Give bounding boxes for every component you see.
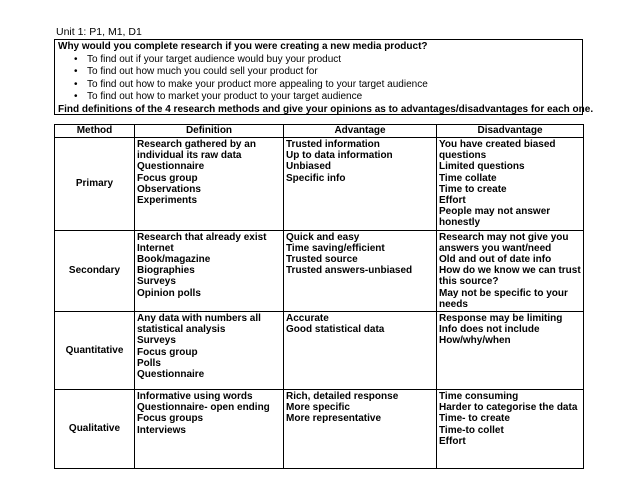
disadvantage-line: honestly: [439, 217, 481, 229]
disadvantage-column-header: Disadvantage: [437, 125, 584, 138]
research-question: Why would you complete research if you were creating a new media product?: [58, 41, 428, 52]
definition-line: individual its raw data: [137, 150, 242, 162]
definition-line: Observations: [137, 183, 201, 195]
method-cell: Secondary: [55, 230, 135, 311]
disadvantage-line: Time consuming: [439, 391, 519, 403]
list-item: • To find out if your target audience would buy your product: [87, 54, 582, 67]
definition-line: Questionnaire: [137, 161, 205, 173]
advantage-cell: [284, 138, 437, 231]
list-item: • To find out how much you could sell your product for: [87, 66, 582, 79]
definition-line: Focus group: [137, 346, 198, 358]
disadvantage-cell: [437, 390, 584, 469]
method-cell: Primary: [55, 138, 135, 231]
research-methods-table: [54, 124, 584, 469]
definition-line: Interviews: [137, 424, 186, 436]
advantage-line: Quick and easy: [286, 231, 360, 243]
table-row: [55, 230, 584, 311]
disadvantage-line: Time-to collet: [439, 424, 504, 436]
disadvantage-line: Time- to create: [439, 413, 510, 425]
definition-line: Questionnaire- open ending: [137, 402, 270, 414]
intro-box: [54, 39, 594, 115]
definition-cell: [135, 312, 284, 390]
definition-line: Questionnaire: [137, 369, 205, 381]
disadvantage-line: Time collate: [439, 172, 497, 184]
unit-heading: Unit 1: P1, M1, D1: [56, 26, 142, 38]
advantage-line: Trusted answers-unbiased: [286, 265, 413, 277]
disadvantage-cell: [437, 230, 584, 311]
advantage-column-header: Advantage: [284, 125, 437, 138]
definition-line: Any data with numbers all: [137, 313, 261, 325]
method-column-header: Method: [55, 125, 135, 138]
disadvantage-line: needs: [439, 298, 468, 310]
definition-line: Focus groups: [137, 413, 204, 425]
advantage-cell: [284, 230, 437, 311]
advantage-line: Up to data information: [286, 150, 393, 162]
advantage-line: Time saving/efficient: [286, 242, 385, 254]
definition-line: Opinion polls: [137, 287, 201, 299]
table-header-row: [55, 125, 584, 138]
disadvantage-line: How do we know we can trust: [439, 265, 581, 277]
advantage-line: More specific: [286, 402, 350, 414]
advantage-line: Rich, detailed response: [286, 391, 399, 403]
advantage-line: Trusted information: [286, 139, 380, 150]
advantage-line: Good statistical data: [286, 324, 385, 336]
disadvantage-line: Harder to categorise the data: [439, 402, 578, 414]
definition-cell: [135, 138, 284, 231]
definition-line: Surveys: [137, 276, 176, 288]
disadvantage-line: answers you want/need: [439, 242, 552, 254]
advantage-line: Specific info: [286, 172, 346, 184]
disadvantage-line: May not be specific to your: [439, 287, 568, 299]
definition-cell: [135, 390, 284, 469]
disadvantage-line: People may not answer: [439, 206, 551, 218]
definition-line: Book/magazine: [137, 254, 211, 266]
advantage-line: More representative: [286, 413, 382, 425]
advantage-cell: [284, 390, 437, 469]
definition-line: statistical analysis: [137, 324, 226, 336]
disadvantage-line: this source?: [439, 276, 499, 288]
definition-line: Informative using words: [137, 391, 253, 403]
advantage-line: Accurate: [286, 313, 329, 325]
disadvantage-line: questions: [439, 150, 487, 162]
disadvantage-line: Limited questions: [439, 161, 525, 173]
definition-cell: [135, 230, 284, 311]
disadvantage-cell: [437, 138, 584, 231]
disadvantage-line: Old and out of date info: [439, 254, 552, 266]
advantage-cell: [284, 312, 437, 390]
definition-line: Biographies: [137, 265, 195, 277]
definition-line: Internet: [137, 242, 174, 254]
disadvantage-line: Research may not give you: [439, 231, 569, 243]
method-cell: Qualitative: [55, 390, 135, 469]
disadvantage-line: Effort: [439, 195, 466, 207]
disadvantage-line: Info does not include: [439, 324, 540, 336]
list-item: • To find out how to market your product to your target audience: [87, 91, 582, 104]
definition-line: Focus group: [137, 172, 198, 184]
definition-line: Research gathered by an: [137, 139, 256, 150]
list-item: • To find out how to make your product more appealing to your target audience: [87, 79, 582, 92]
definition-column-header: Definition: [135, 125, 284, 138]
method-cell: Quantitative: [55, 312, 135, 390]
advantage-line: Trusted source: [286, 254, 358, 266]
definition-line: Polls: [137, 357, 161, 369]
disadvantage-line: Effort: [439, 435, 466, 447]
table-row: [55, 390, 584, 469]
reasons-list: [55, 54, 582, 104]
disadvantage-line: Response may be limiting: [439, 313, 563, 325]
table-row: [55, 138, 584, 231]
disadvantage-line: Time to create: [439, 183, 507, 195]
disadvantage-line: How/why/when: [439, 335, 511, 347]
definition-line: Research that already exist: [137, 231, 267, 243]
disadvantage-cell: [437, 312, 584, 390]
task-instruction: Find definitions of the 4 research methods and give your opinions as to advantages/disadvantages for each one.: [58, 103, 594, 115]
advantage-line: Unbiased: [286, 161, 332, 173]
definition-line: Experiments: [137, 195, 198, 207]
table-row: [55, 312, 584, 390]
definition-line: Surveys: [137, 335, 176, 347]
disadvantage-line: You have created biased: [439, 139, 556, 150]
